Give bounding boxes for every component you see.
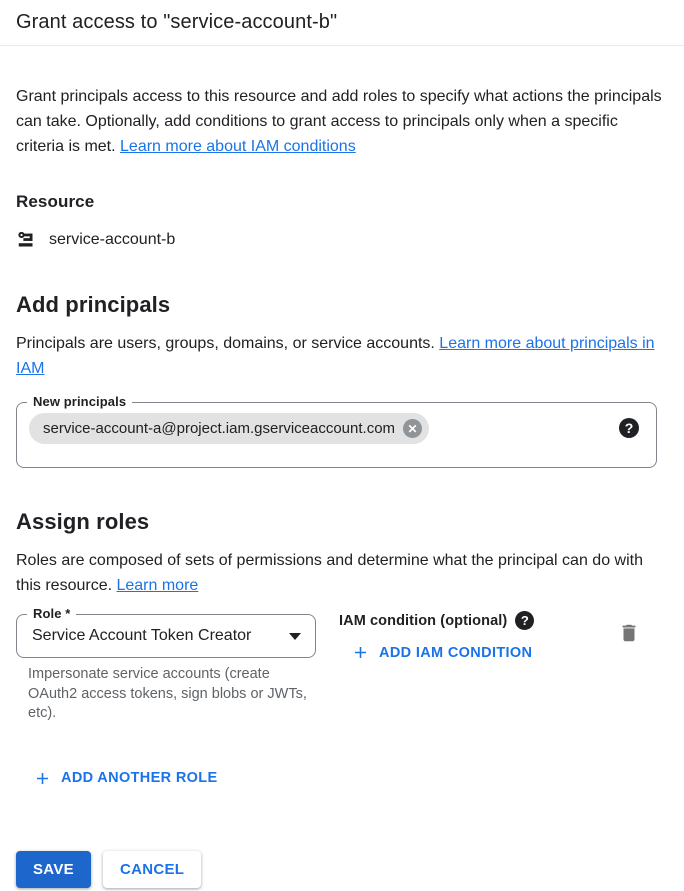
iam-condition-column: [339, 614, 534, 667]
assign-roles-description: [16, 548, 668, 598]
trash-icon: [618, 622, 640, 644]
intro-paragraph: [16, 84, 668, 159]
roles-learn-more-link[interactable]: Learn more: [116, 577, 199, 594]
add-principals-heading: Add principals: [16, 292, 171, 317]
add-iam-condition-label: ADD IAM CONDITION: [379, 644, 533, 661]
iam-condition-label-row: [339, 611, 534, 630]
role-helper-text: Impersonate service accounts (create OAuth2 access tokens, sign blobs or JWTs, etc).: [28, 666, 307, 721]
dialog-header: [0, 0, 684, 45]
add-iam-condition-button[interactable]: [351, 643, 532, 662]
save-button[interactable]: SAVE: [16, 851, 91, 888]
dialog-body: [0, 84, 684, 793]
principals-help-icon[interactable]: ?: [619, 418, 639, 438]
resource-row: [16, 229, 668, 251]
header-divider: [0, 45, 684, 46]
resource-heading: Resource: [16, 192, 95, 211]
intro-text: Grant principals access to this resource and add roles to specify what actions the principals can take. Optionally, add conditions to grant access to principals only when a specific criteria is met.: [16, 88, 662, 155]
role-row: [16, 606, 668, 724]
iam-conditions-link[interactable]: Learn more about IAM conditions: [120, 138, 356, 155]
add-principals-description: [16, 331, 668, 381]
new-principals-field[interactable]: [16, 394, 657, 468]
assign-roles-heading: Assign roles: [16, 509, 150, 534]
add-principals-text: Principals are users, groups, domains, or service accounts.: [16, 335, 440, 352]
chip-remove-icon[interactable]: ✕: [403, 419, 422, 438]
principals-learn-more-link[interactable]: Learn more about principals in IAM: [16, 335, 655, 377]
plus-icon: [351, 643, 370, 662]
role-select[interactable]: [16, 606, 316, 658]
dialog-title: Grant access to "service-account-b": [16, 11, 338, 33]
add-another-role-button[interactable]: [33, 769, 218, 788]
iam-condition-label: IAM condition (optional): [339, 612, 508, 629]
resource-name: service-account-b: [49, 231, 176, 248]
iam-condition-help-icon[interactable]: ?: [515, 611, 534, 630]
dialog-footer: [0, 851, 684, 888]
principal-chip[interactable]: [29, 413, 429, 444]
role-select-label: Role *: [27, 606, 76, 621]
plus-icon: [33, 769, 52, 788]
new-principals-label: New principals: [27, 394, 132, 409]
principal-chip-text: service-account-a@project.iam.gserviceaccount.com: [43, 420, 396, 437]
cancel-button[interactable]: CANCEL: [103, 851, 201, 888]
delete-role-button[interactable]: [618, 622, 640, 644]
add-another-role-label: ADD ANOTHER ROLE: [61, 770, 218, 786]
chevron-down-icon: [289, 633, 301, 640]
assign-roles-text: Roles are composed of sets of permissions and determine what the principal can do with this resource.: [16, 552, 643, 594]
trash-column: [618, 614, 668, 649]
role-select-value: Service Account Token Creator: [32, 627, 252, 644]
service-account-icon: [16, 229, 38, 251]
role-column: [16, 606, 316, 724]
